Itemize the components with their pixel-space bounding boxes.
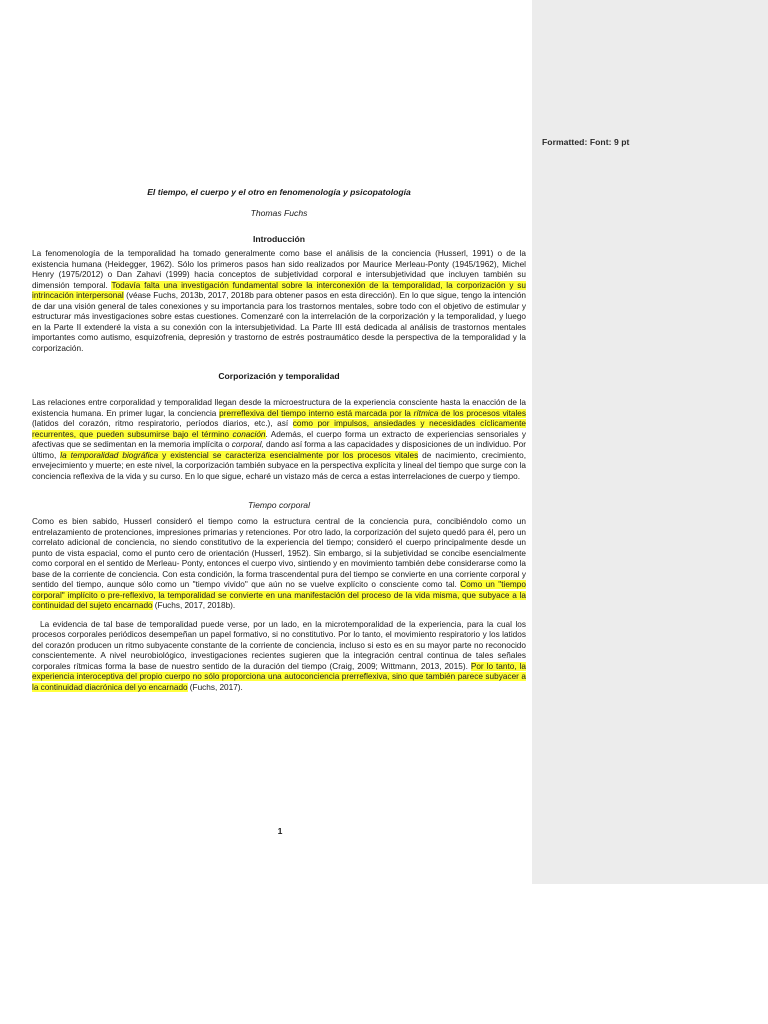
text-run: Las relaciones entre corporalidad y temporalidad llegan desde la microestructura de la experiencia consciente hasta la enacción de la existencia humana. En primer lugar, la conciencia <box>32 398 526 418</box>
highlighted-text: de los procesos vitales <box>438 408 527 418</box>
text-run: La evidencia de tal base de temporalidad puede verse, por un lado, en la microtemporalidad de la experiencia, para la cual los procesos corporales periódicos desempeñan un papel formativo, si no constitutivo. Por lo tanto, el movimiento respiratorio y los latidos del corazón producen un ritmo subyacente constante de la corriente de conciencia, incluso si esto es en su mayor parte no reconocido conscientemente. A nivel neurobiológico, investigaciones recientes sugieren que la integración central continua de tales señales corporales rítmicas forma la base de nuestro sentido de la duración del tiempo (Craig, 2009; Wittmann, 2013, 2015). <box>32 619 526 671</box>
corporizacion-paragraph <box>32 398 526 482</box>
highlighted-text: prerreflexiva del tiempo interno está marcada por la <box>219 408 414 418</box>
text-run: (Fuchs, 2017). <box>187 682 243 692</box>
highlighted-text: rítmica <box>413 408 439 418</box>
text-run: (latidos del corazón, ritmo respiratorio, períodos diarios, etc.), así <box>32 419 293 428</box>
heading-tiempo-corporal: Tiempo corporal <box>247 500 310 510</box>
format-balloon-label: Formatted: Font: 9 pt <box>542 137 630 147</box>
text-run: La fenomenología de la temporalidad ha tomado generalmente como base el análisis de la conciencia (Husserl, 1991) o de la existencia humana (Heidegger, 1962). Sólo los primeros pasos han sido realizados por Maurice Merleau-Ponty (1945/1962), Michel Henry (1975/2012) o Dan Zahavi (1999) hacia conceptos de subjetividad corporal e intersubjetividad que incluyen también su dimensión temporal. <box>32 249 526 290</box>
highlighted-text: conación <box>232 429 266 439</box>
text-run: (Fuchs, 2017, 2018b). <box>152 601 236 610</box>
highlighted-text: la temporalidad biográfica <box>60 450 159 460</box>
document-page <box>32 186 526 693</box>
document-title: El tiempo, el cuerpo y el otro en fenomenología y psicopatología <box>147 187 411 197</box>
text-run: corporal, <box>231 440 264 449</box>
highlighted-text: como por impulsos, ansiedades y necesidades cíclicamente recurrentes, que pueden subsumirse bajo el término <box>32 419 526 439</box>
text-run: de nacimiento, crecimiento, envejecimiento y muerte; en este nivel, la corporización también subyace en la perspectiva explícita y lineal del tiempo que surge con la conciencia reflexiva de la vida y su curso. En lo que sigue, echaré un vistazo más de cerca a estas interrelaciones de cuerpo y tiempo. <box>32 450 526 481</box>
highlighted-text: Por lo tanto, la experiencia interoceptiva del propio cuerpo no sólo proporciona una autoconciencia prerreflexiva, sino que también parece subyacer a la continuidad diacrónica del yo encarnado <box>32 661 527 692</box>
page-number: 1 <box>277 826 283 836</box>
tiempo-corporal-paragraph-2 <box>32 620 526 694</box>
heading-introduccion: Introducción <box>252 234 306 244</box>
text-run: . Además, el cuerpo forma un extracto de experiencias sensoriales y afectivas que se sedimentan en la memoria implícita o <box>32 429 527 449</box>
highlighted-text: Todavía falta una investigación fundamental sobre la interconexión de la temporalidad, la corporización y su intrincación interpersonal <box>32 280 526 300</box>
text-run: Como es bien sabido, Husserl consideró el tiempo como la estructura central de la conciencia pura, concibiéndolo como un entrelazamiento de protenciones, impresiones primarias y retenciones. Por otro lado, la corporización del sujeto quedó para él, pero un correlato adicional de conciencia, no siendo constitutivo de la experiencia del tiempo; consideró el cuerpo principalmente desde un punto de vista espacial, como el punto cero de orientación (Husserl, 1952). Sin embargo, si la subjetividad se concibe esencialmente como corporal en el sentido de Merleau- Ponty, entonces el cuerpo vivo, sintiendo y en movimiento también debe considerarse como la base de la corriente de conciencia. Con esta condición, la forma trascendental pura del tiempo se convierte en una corriente corporal y sentido del tiempo, aunque sólo como un "tiempo vivido" que aún no se vuelve explícito o consciente como tal. <box>32 517 526 589</box>
comment-pane <box>532 0 768 884</box>
highlighted-text: y existencial se caracteriza esencialmente por los procesos vitales <box>158 450 419 460</box>
text-run: dando así forma a las capacidades y disposiciones de un individuo. Por último, <box>32 440 527 460</box>
highlighted-text: Como un "tiempo corporal" implícito o pre-reflexivo, la temporalidad se convierte en una manifestación del proceso de la vida misma, que subyace a la continuidad del sujeto encarnado <box>32 580 526 610</box>
intro-paragraph <box>32 249 526 354</box>
document-author: Thomas Fuchs <box>250 208 308 218</box>
heading-corporizacion: Corporización y temporalidad <box>218 371 340 381</box>
text-run: (véase Fuchs, 2013b, 2017, 2018b para obtener pasos en esta dirección). En lo que sigue, tengo la intención de dar una visión general de tales conexiones y su importancia para los trastornos mentales, sobre todo con el objetivo de estimular y estructurar más investigaciones sobre estas cuestiones. Comenzaré con la interrelación de la corporización y la temporalidad, y luego en la Parte II extenderé la vista a su conexión con la intersubjetividad. La Parte III está dedicada al análisis de trastornos mentales importantes como autismo, esquizofrenia, depresión y trastorno de estrés postraumático desde la perspectiva de la temporalidad y la corporización. <box>32 291 526 353</box>
tiempo-corporal-paragraph-1 <box>32 517 526 612</box>
